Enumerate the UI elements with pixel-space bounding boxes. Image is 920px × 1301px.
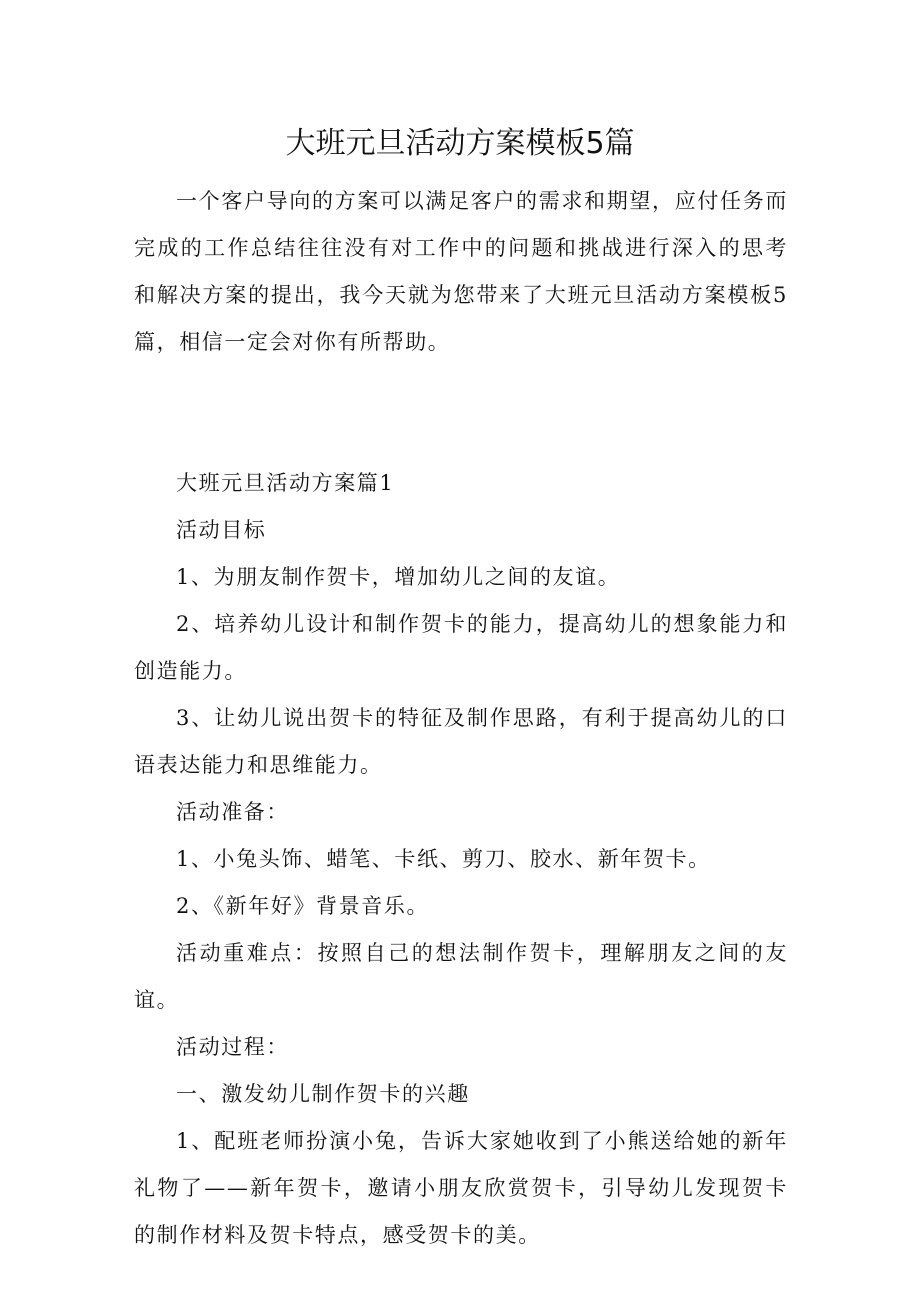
subheading-preparation: 活动准备： [176,800,289,824]
intro-paragraph: 一个客户导向的方案可以满足客户的需求和期望，应付任务而完成的工作总结往往没有对工作中的问题和挑战进行深入的思考和解决方案的提出，我今天就为您带来了大班元旦活动方案模板5篇，相信一定会对你有所帮助。 [134,189,788,354]
subheading-goals: 活动目标 [176,518,267,542]
goal-item-1: 1、为朋友制作贺卡，增加幼儿之间的友谊。 [176,565,621,589]
subheading-process: 活动过程： [176,1035,289,1059]
goal-item-2: 2、培养幼儿设计和制作贺卡的能力，提高幼儿的想象能力和创造能力。 [134,612,788,683]
section-heading: 大班元旦活动方案篇1 [176,471,395,495]
process-item-1: 1、配班老师扮演小兔，告诉大家她收到了小熊送给她的新年礼物了——新年贺卡，邀请小朋友欣赏贺卡，引导幼儿发现贺卡的制作材料及贺卡特点，感受贺卡的美。 [134,1129,788,1247]
document-body [134,178,788,1259]
blank-line [134,366,788,460]
key-points-paragraph: 活动重难点：按照自己的想法制作贺卡，理解朋友之间的友谊。 [134,941,788,1012]
process-step-heading: 一、激发幼儿制作贺卡的兴趣 [176,1082,470,1106]
preparation-item-2: 2、《新年好》背景音乐。 [176,894,430,918]
preparation-item-1: 1、小兔头饰、蜡笔、卡纸、剪刀、胶水、新年贺卡。 [176,847,711,871]
document-title: 大班元旦活动方案模板5篇 [285,126,635,161]
goal-item-3: 3、让幼儿说出贺卡的特征及制作思路，有利于提高幼儿的口语表达能力和思维能力。 [134,706,788,777]
